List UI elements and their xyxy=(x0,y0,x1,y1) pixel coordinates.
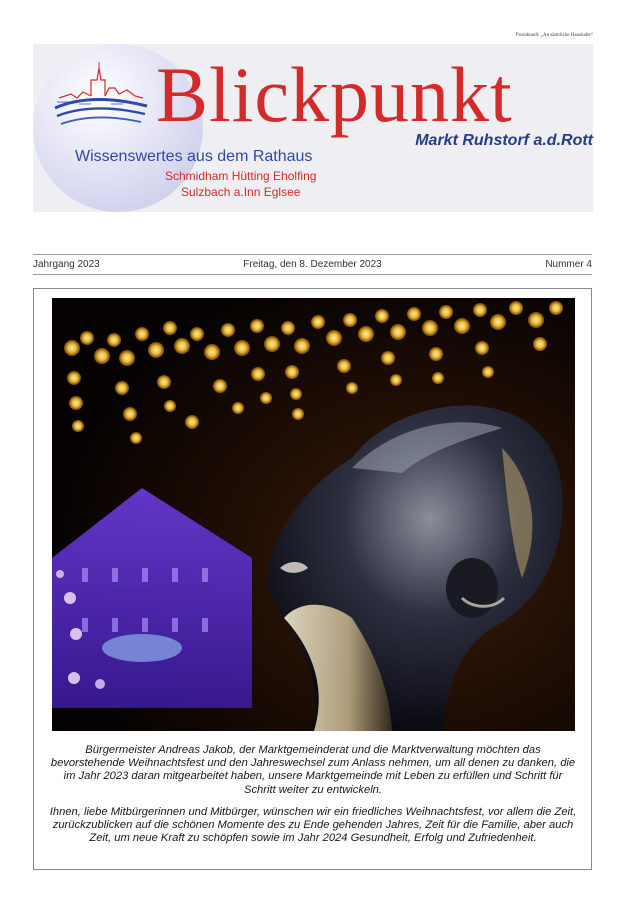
issue-info-bar xyxy=(33,258,592,272)
caption-paragraph-2: Ihnen, liebe Mitbürgerinnen und Mitbürger, wünschen wir ein friedliches Weihnachtsfest, vor allem die Zeit, zurückzublicken auf die schönen Momente des zu Ende gehenden Jahres, Zeit für die Familie, aber auch Zeit, um neue Kraft zu schöpfen sowie im Jahr 2024 Gesundheit, Erfolg und Zufriedenheit. xyxy=(49,805,577,845)
masthead-tagline: Wissenswertes aus dem Rathaus xyxy=(75,148,313,165)
issue-number: Nummer 4 xyxy=(545,259,592,270)
places-line-1: Schmidham Hütting Eholfing xyxy=(165,169,317,183)
masthead-title: Blickpunkt xyxy=(156,51,513,138)
masthead xyxy=(33,44,593,212)
volume-label: Jahrgang 2023 xyxy=(33,259,100,270)
statue-head-image xyxy=(52,298,575,731)
places-line-2: Sulzbach a.Inn Eglsee xyxy=(181,185,301,199)
info-rule-top xyxy=(33,254,592,255)
cover-caption xyxy=(48,744,578,854)
places-list xyxy=(165,168,316,200)
cover-photo xyxy=(52,298,575,731)
masthead-subtitle: Markt Ruhstorf a.d.Rott xyxy=(415,132,593,149)
skyline-logo-icon xyxy=(51,58,151,138)
postal-note: Postaktuell: „An sämtliche Haushalte“ xyxy=(515,33,593,38)
info-rule-bottom xyxy=(33,274,592,275)
caption-paragraph-1: Bürgermeister Andreas Jakob, der Marktgemeinderat und die Marktverwaltung möchten das bevorstehende Weihnachtsfest und den Jahreswechsel zum Anlass nehmen, um all denen zu danken, die im Jahr 2023 daran mitgearbeitet haben, unsere Marktgemeinde mit Leben zu erfüllen und Schritt für Schritt weiter zu entwickeln. xyxy=(50,744,576,796)
issue-date: Freitag, den 8. Dezember 2023 xyxy=(243,259,382,270)
